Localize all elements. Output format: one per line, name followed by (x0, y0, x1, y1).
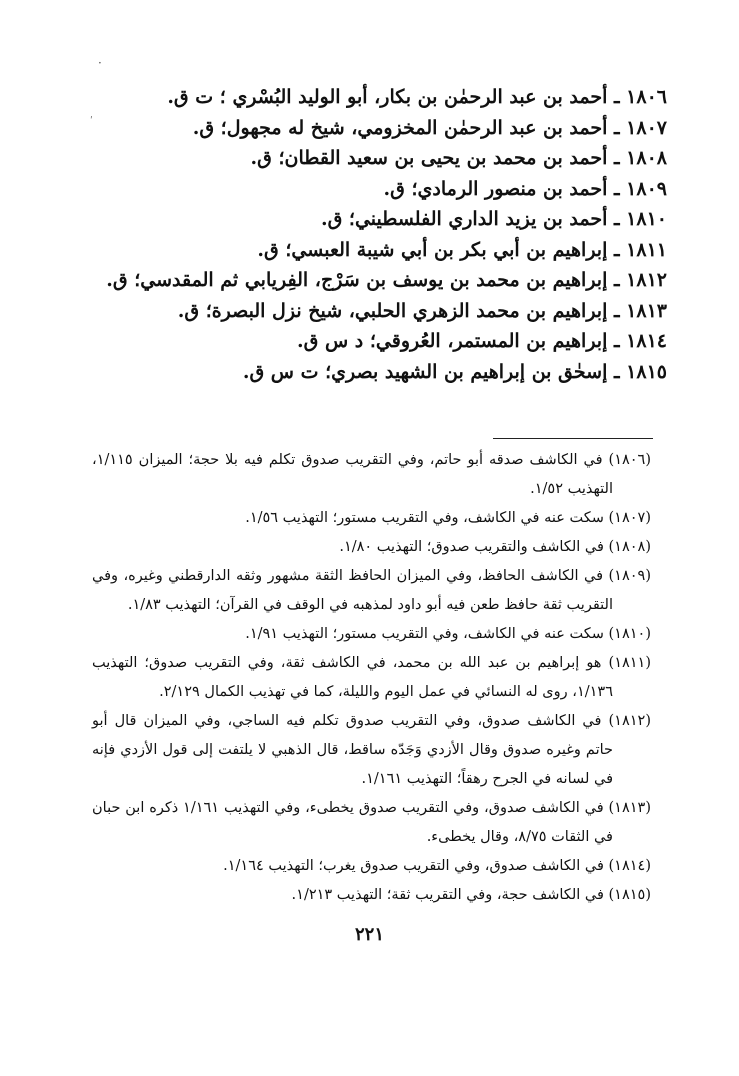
footnote-text: في الكاشف حجة، وفي التقريب ثقة؛ التهذيب ١/٢١٣. (291, 887, 604, 903)
footnote-text: في الكاشف صدوق، وفي التقريب صدوق يخطىء، وفي التهذيب ١/١٦١ ذكره ابن حبان في الثقات ٨/٧٥، وقال يخطىء. (92, 800, 613, 845)
footnote-number: (١٨٠٨) (608, 539, 651, 555)
footnote-number: (١٨٠٧) (608, 510, 651, 526)
footnote-separator (493, 438, 653, 439)
footnote-1814 (92, 852, 651, 881)
entry-1812: ١٨١٢ ـ إبراهيم بن محمد بن يوسف بن سَرْج، الفِريابي ثم المقدسي؛ ق. (106, 269, 667, 291)
entry-1807: ١٨٠٧ ـ أحمد بن عبد الرحمٰن المخزومي، شيخ له مجهول؛ ق. (192, 116, 667, 139)
footnote-1808 (92, 533, 651, 562)
entry-1811: ١٨١١ ـ إبراهيم بن أبي بكر بن أبي شيبة العبسي؛ ق. (257, 238, 667, 261)
footnote-number: (١٨١٢) (608, 713, 651, 729)
stray-mark: ʹ (90, 116, 93, 127)
footnote-number: (١٨١٠) (608, 626, 651, 642)
footnote-1809 (92, 562, 651, 620)
entry-1806: ١٨٠٦ ـ أحمد بن عبد الرحمٰن بن بكار، أبو الوليد البُسْري ؛ ت ق. (167, 86, 667, 108)
footnote-text: سكت عنه في الكاشف، وفي التقريب مستور؛ التهذيب ١/٥٦. (245, 510, 604, 526)
entry-1815: ١٨١٥ ـ إسحٰق بن إبراهيم بن الشهيد بصري؛ ت س ق. (242, 360, 667, 383)
footnote-1806 (92, 446, 651, 504)
footnote-number: (١٨١١) (608, 655, 652, 671)
footnote-number: (١٨٠٦) (608, 452, 652, 468)
footnote-text: في الكاشف صدقه أبو حاتم، وفي التقريب صدوق تكلم فيه بلا حجة؛ الميزان ١/١١٥، التهذيب ١/٥٢. (92, 452, 613, 497)
page-number: ٢٢١ (354, 924, 384, 945)
footnote-1813 (92, 794, 651, 852)
footnote-text: في الكاشف الحافظ، وفي الميزان الحافظ الثقة مشهور وثقه الدارقطني وغيره، وفي التقريب ثقة حافظ طعن فيه أبو داود لمذهبه في الوقف في القرآن؛ التهذيب ١/٨٣. (92, 568, 613, 613)
stray-mark: · (98, 56, 102, 70)
footnote-1815 (92, 881, 651, 910)
entry-1813: ١٨١٣ ـ إبراهيم بن محمد الزهري الحلبي، شيخ نزل البصرة؛ ق. (177, 299, 667, 322)
footnote-number: (١٨٠٩) (608, 568, 651, 584)
footnote-1810 (92, 620, 651, 649)
footnote-text: في الكاشف صدوق، وفي التقريب صدوق يغرب؛ التهذيب ١/١٦٤. (223, 858, 604, 874)
entry-1808: ١٨٠٨ ـ أحمد بن محمد بن يحيى بن سعيد القطان؛ ق. (250, 147, 667, 169)
footnote-text: هو إبراهيم بن عبد الله بن محمد، في الكاشف ثقة، وفي التقريب صدوق؛ التهذيب ١/١٣٦، روى له النسائي في عمل اليوم والليلة، كما في تهذيب الكمال ٢/١٢٩. (92, 655, 613, 700)
footnote-1812 (92, 707, 651, 794)
footnote-number: (١٨١٥) (608, 887, 651, 903)
entry-1814: ١٨١٤ ـ إبراهيم بن المستمر، العُروقي؛ د س ق. (297, 330, 667, 352)
entry-list (106, 82, 667, 387)
footnote-text: سكت عنه في الكاشف، وفي التقريب مستور؛ التهذيب ١/٩١. (245, 626, 604, 642)
footnote-number: (١٨١٣) (608, 800, 651, 816)
footnote-number: (١٨١٤) (608, 858, 651, 874)
entry-1810: ١٨١٠ ـ أحمد بن يزيد الداري الفلسطيني؛ ق. (320, 208, 667, 230)
footnote-1811 (92, 649, 651, 707)
footnote-text: في الكاشف والتقريب صدوق؛ التهذيب ١/٨٠. (339, 539, 604, 555)
footnotes (92, 446, 651, 910)
footnote-1807 (92, 504, 651, 533)
footnote-text: في الكاشف صدوق، وفي التقريب صدوق تكلم فيه الساجي، وفي الميزان قال أبو حاتم وغيره صدوق وقال الأزدي وَجَدّه ساقط، قال الذهبي لا يلتفت إلى قول الأزدي فإنه في لسانه في الجرح رهقاً؛ التهذيب ١/١٦١. (92, 713, 613, 787)
entry-1809: ١٨٠٩ ـ أحمد بن منصور الرمادي؛ ق. (383, 177, 667, 200)
